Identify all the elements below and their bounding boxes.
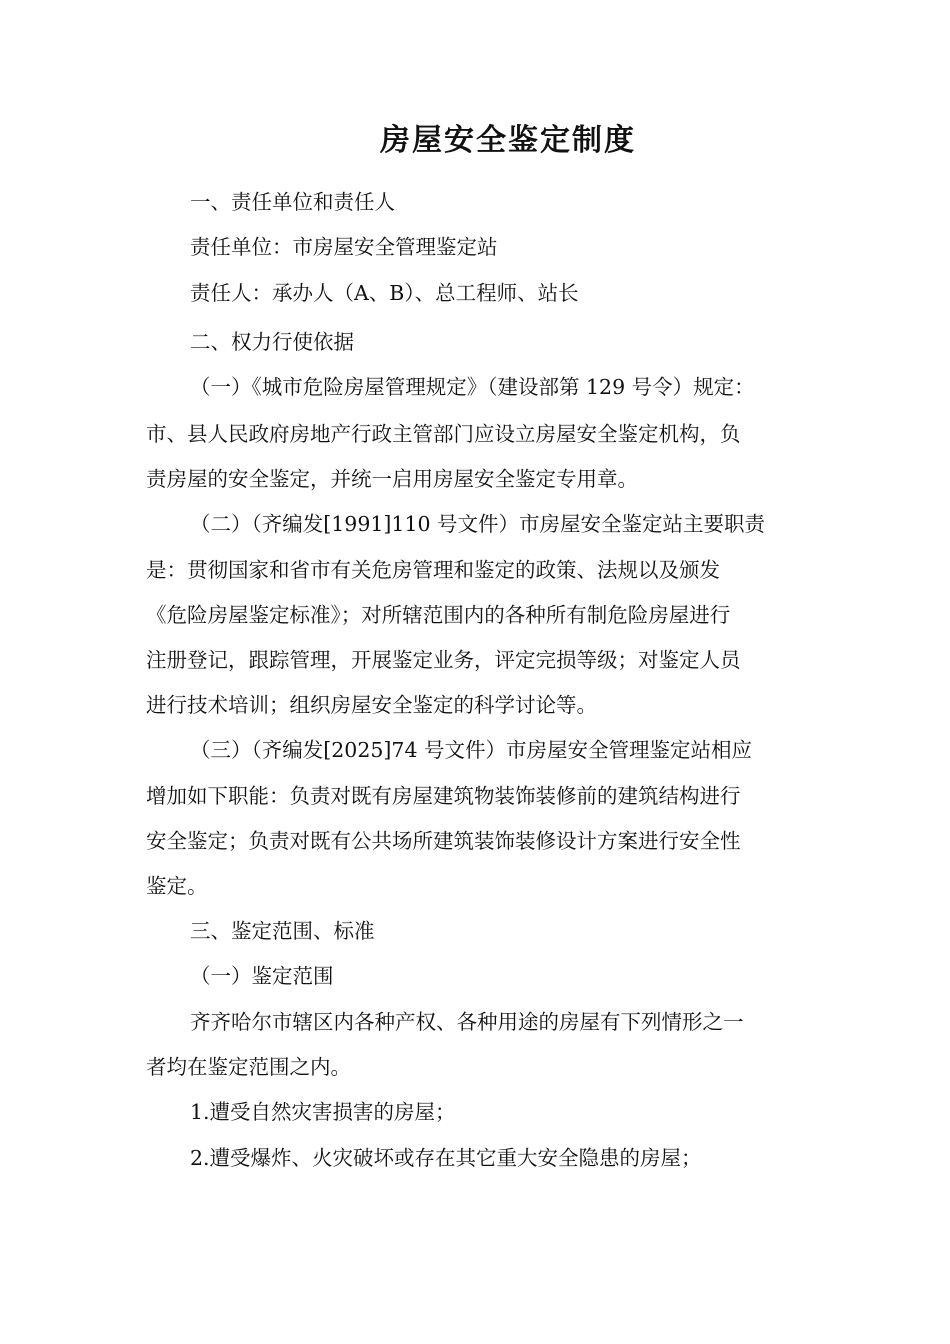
paragraph-line: （三）（齐编发[2025]74 号文件）市房屋安全管理鉴定站相应: [190, 738, 753, 762]
section-heading-2: 二、权力行使依据: [190, 330, 354, 354]
paragraph-line: 是：贯彻国家和省市有关危房管理和鉴定的政策、法规以及颁发: [146, 558, 720, 582]
list-item: 1.遭受自然灾害损害的房屋；: [190, 1100, 456, 1124]
paragraph-line: 进行技术培训；组织房屋安全鉴定的科学讨论等。: [146, 693, 597, 717]
paragraph-line: 齐齐哈尔市辖区内各种产权、各种用途的房屋有下列情形之一: [190, 1010, 744, 1034]
subsection-heading: （一）鉴定范围: [190, 964, 334, 988]
section-heading-1: 一、责任单位和责任人: [190, 190, 395, 214]
paragraph-line: 鉴定。: [146, 874, 208, 898]
document-title: 房屋安全鉴定制度: [380, 123, 636, 158]
paragraph-line: 《危险房屋鉴定标准》；对所辖范围内的各种所有制危险房屋进行: [146, 603, 731, 627]
section-heading-3: 三、鉴定范围、标准: [190, 919, 375, 943]
paragraph-line: （二）（齐编发[1991]110 号文件）市房屋安全鉴定站主要职责: [190, 512, 766, 536]
responsible-unit: 责任单位：市房屋安全管理鉴定站: [190, 235, 498, 259]
paragraph-line: 责房屋的安全鉴定，并统一启用房屋安全鉴定专用章。: [146, 467, 638, 491]
responsible-person: 责任人：承办人（A、B）、总工程师、站长: [190, 281, 579, 305]
paragraph-line: 注册登记，跟踪管理，开展鉴定业务，评定完损等级；对鉴定人员: [146, 648, 741, 672]
paragraph-line: 者均在鉴定范围之内。: [146, 1055, 351, 1079]
paragraph-line: 增加如下职能：负责对既有房屋建筑物装饰装修前的建筑结构进行: [146, 784, 741, 808]
paragraph-line: （一）《城市危险房屋管理规定》（建设部第 129 号令）规定：: [190, 375, 755, 399]
paragraph-line: 安全鉴定；负责对既有公共场所建筑装饰装修设计方案进行安全性: [146, 829, 741, 853]
list-item: 2.遭受爆炸、火灾破坏或存在其它重大安全隐患的房屋；: [190, 1146, 702, 1170]
paragraph-line: 市、县人民政府房地产行政主管部门应设立房屋安全鉴定机构，负: [146, 422, 741, 446]
